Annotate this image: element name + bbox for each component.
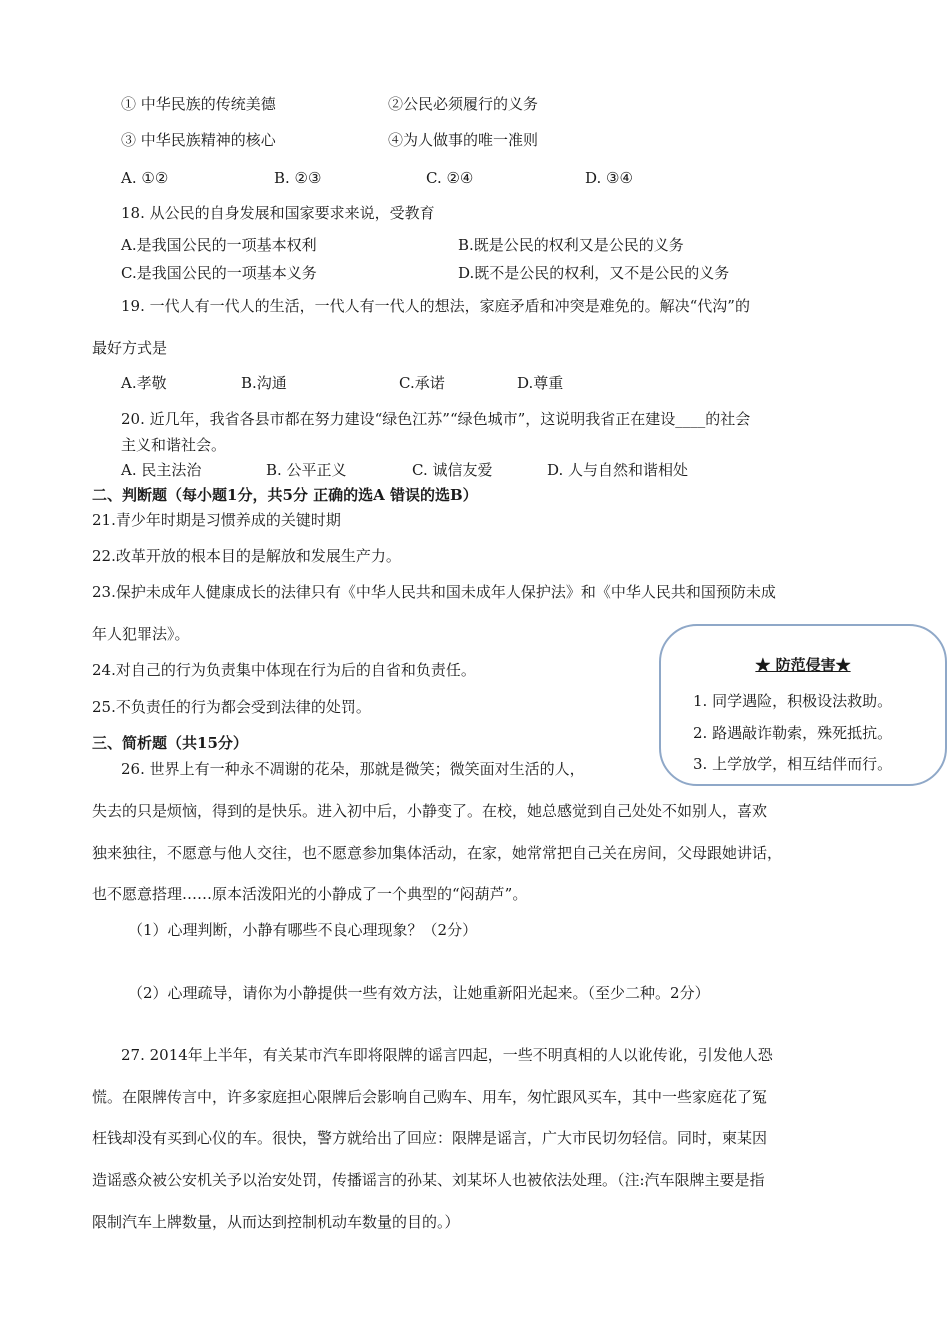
- q27-line5: 限制汽车上牌数量，从而达到控制机动车数量的目的。）: [92, 1213, 460, 1231]
- q17-option-3: ③ 中华民族精神的核心: [121, 131, 276, 149]
- q25-statement: 25.不负责任的行为都会受到法律的处罚。: [92, 698, 371, 716]
- section3-heading: 三、简析题（共15分）: [92, 734, 248, 752]
- q26-subquestion-1: （1）心理判断，小静有哪些不良心理现象？（2分）: [128, 921, 478, 939]
- q20-stem-line1: 20. 近几年，我省各县市都在努力建设“绿色江苏”“绿色城市”，这说明我省正在建设____的社会: [121, 410, 751, 428]
- q17-option-1: ① 中华民族的传统美德: [121, 95, 276, 113]
- q21-statement: 21.青少年时期是习惯养成的关键时期: [92, 511, 341, 529]
- q26-subquestion-2: （2）心理疏导，请你为小静提供一些有效方法，让她重新阳光起来。（至少二种。2分）: [128, 984, 710, 1002]
- q22-statement: 22.改革开放的根本目的是解放和发展生产力。: [92, 547, 401, 565]
- q17-option-2: ②公民必须履行的义务: [388, 95, 539, 113]
- callout-item-3: 3. 上学放学，相互结伴而行。: [693, 755, 893, 773]
- q17-choice-d: D. ③④: [585, 169, 633, 187]
- q18-choice-c: C.是我国公民的一项基本义务: [121, 264, 317, 282]
- q18-choice-d: D.既不是公民的权利，又不是公民的义务: [458, 264, 730, 282]
- q27-line4: 造谣惑众被公安机关予以治安处罚，传播谣言的孙某、刘某坏人也被依法处理。（注:汽车限牌主要是指: [92, 1171, 765, 1189]
- q17-choice-a: A. ①②: [121, 169, 169, 187]
- q26-line1: 26. 世界上有一种永不凋谢的花朵，那就是微笑；微笑面对生活的人，: [121, 760, 585, 778]
- q17-option-4: ④为人做事的唯一准则: [388, 131, 539, 149]
- q17-choice-c: C. ②④: [426, 169, 474, 187]
- callout-title: ★ 防范侵害★: [755, 656, 851, 674]
- q26-line3: 独来独往，不愿意与他人交往，也不愿意参加集体活动，在家，她常常把自己关在房间，父母跟她讲话，: [92, 844, 783, 862]
- callout-item-1: 1. 同学遇险，积极设法救助。: [693, 692, 893, 710]
- q27-line1: 27. 2014年上半年，有关某市汽车即将限牌的谣言四起，一些不明真相的人以讹传讹，引发他人恐: [121, 1046, 773, 1064]
- q18-choice-a: A.是我国公民的一项基本权利: [121, 236, 317, 254]
- q19-stem-line1: 19. 一代人有一代人的生活，一代人有一代人的想法，家庭矛盾和冲突是难免的。解决“代沟”的: [121, 297, 750, 315]
- q20-choice-c: C. 诚信友爱: [412, 461, 493, 479]
- q20-stem-line2: 主义和谐社会。: [121, 436, 227, 454]
- q20-choice-d: D. 人与自然和谐相处: [547, 461, 689, 479]
- q19-choice-c: C.承诺: [399, 374, 445, 392]
- q19-choice-a: A.孝敬: [121, 374, 167, 392]
- q20-choice-a: A. 民主法治: [121, 461, 202, 479]
- q26-line2: 失去的只是烦恼，得到的是快乐。进入初中后，小静变了。在校，她总感觉到自己处处不如别人，喜欢: [92, 802, 768, 820]
- q23-statement-line2: 年人犯罪法》。: [92, 625, 190, 643]
- safety-tips-callout: [659, 624, 947, 786]
- q18-stem: 18. 从公民的自身发展和国家要求来说，受教育: [121, 204, 435, 222]
- callout-item-2: 2. 路遇敲诈勒索，殊死抵抗。: [693, 724, 893, 742]
- q26-line4: 也不愿意搭理……原本活泼阳光的小静成了一个典型的“闷葫芦”。: [92, 885, 528, 903]
- q19-choice-d: D.尊重: [517, 374, 564, 392]
- q23-statement-line1: 23.保护未成年人健康成长的法律只有《中华人民共和国未成年人保护法》和《中华人民共和国预防未成: [92, 583, 776, 601]
- q17-choice-b: B. ②③: [274, 169, 322, 187]
- section2-heading: 二、判断题（每小题1分，共5分 正确的选A 错误的选B）: [92, 486, 478, 504]
- q18-choice-b: B.既是公民的权利又是公民的义务: [458, 236, 684, 254]
- q27-line3: 枉钱却没有买到心仪的车。很快，警方就给出了回应：限牌是谣言，广大市民切勿轻信。同时，柬某因: [92, 1129, 768, 1147]
- q19-choice-b: B.沟通: [241, 374, 287, 392]
- q27-line2: 慌。在限牌传言中，许多家庭担心限牌后会影响自己购车、用车，匆忙跟风买车，其中一些家庭花了冤: [92, 1088, 768, 1106]
- q19-stem-line2: 最好方式是: [92, 339, 168, 357]
- q20-choice-b: B. 公平正义: [266, 461, 347, 479]
- q24-statement: 24.对自己的行为负责集中体现在行为后的自省和负责任。: [92, 661, 476, 679]
